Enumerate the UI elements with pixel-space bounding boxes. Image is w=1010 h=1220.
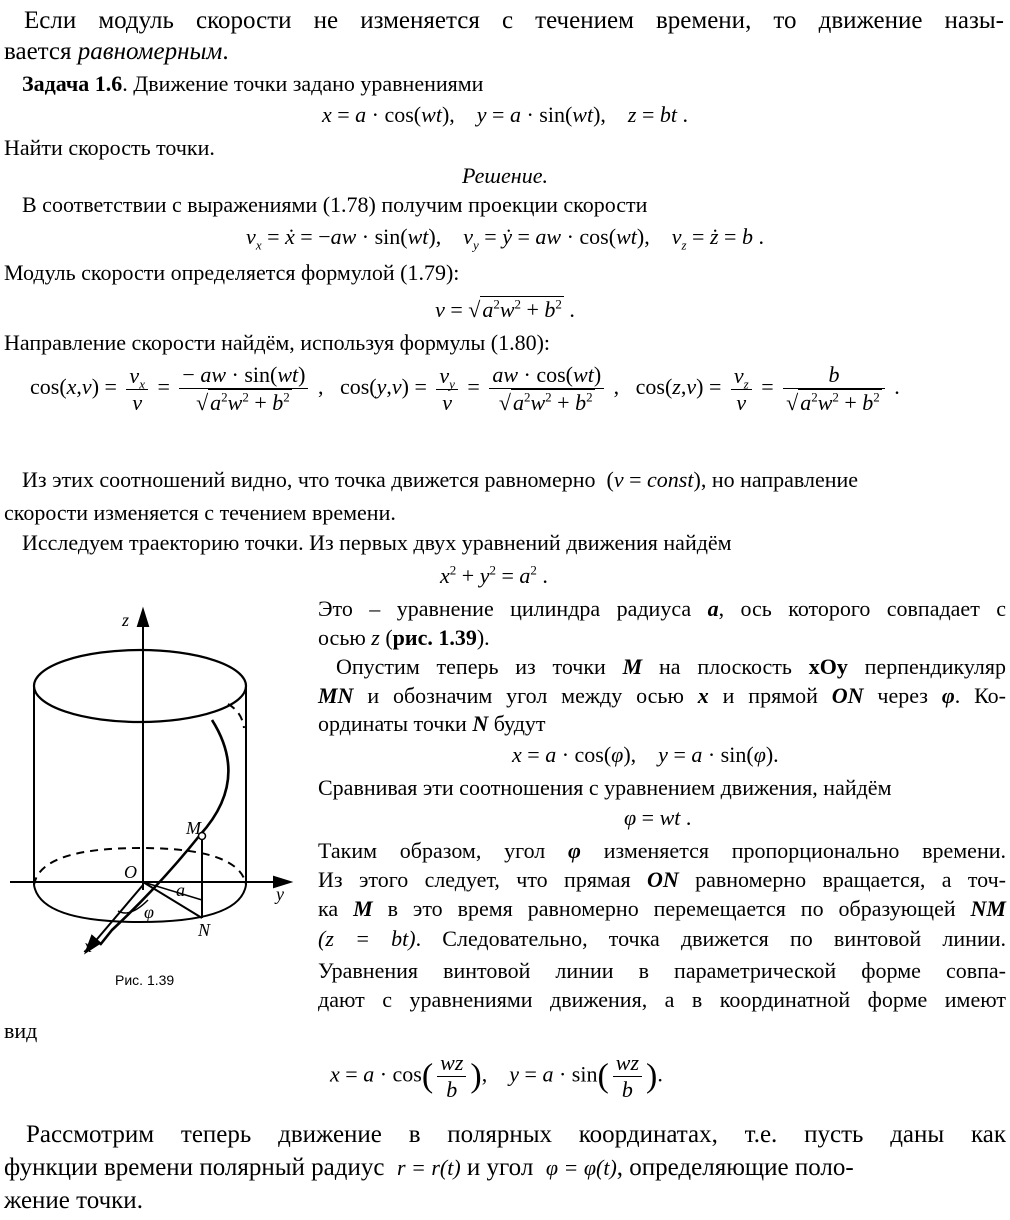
helix-coordinate-equations: x = a · cos( $\frac{wz}{b}$ ), y = a · sin( $\frac{wz}{b}$ ).: [330, 1050, 663, 1102]
label-phi: φ: [144, 902, 154, 922]
vid-word: вид: [4, 1018, 38, 1043]
right-line-10: (z = bt). Следовательно, точка движется по винтовой линии.: [318, 926, 1006, 951]
task-heading: Задача 1.6. Движение точки задано уравнениями: [22, 71, 484, 96]
right-line-7: Таким образом, угол φ изменяется пропорционально времени.: [318, 838, 1006, 863]
solution-line-2: Модуль скорости определяется формулой (1.79):: [4, 260, 460, 285]
task-question: Найти скорость точки.: [4, 135, 215, 160]
label-x: x: [84, 936, 92, 956]
N-coordinates: x = a · cos(φ), y = a · sin(φ).: [512, 742, 779, 767]
para2-line-3: Исследуем траекторию точки. Из первых двух уравнений движения найдём: [22, 530, 732, 555]
label-O: O: [124, 862, 137, 882]
right-line-11: Уравнения винтовой линии в параметрической форме совпа-: [318, 958, 1006, 983]
speed-formula: $v = √a^2w^2 + b^2$ .: [435, 296, 575, 322]
direction-cosines: cos(x,v) = $\frac{v_x}{v}$ = $\frac{- aw \cdot \sin(wt)}{√a^2w^2 + b^2}$ , cos(y,v) = $\frac{v_y}{v}$ = $\frac{aw \cdot \cos(wt)}{√a^2w^2 + b^2}$ , cos(z,v) = $\frac{v_z}{v}$ = $\frac{b}{√a^2w^2 + b^2}$ .: [30, 362, 900, 415]
solution-line-1: В соответствии с выражениями (1.78) получим проекции скорости: [22, 192, 648, 217]
label-y: y: [276, 884, 284, 904]
right-line-2: осью z (рис. 1.39).: [318, 625, 490, 650]
figure-helix-cylinder: [0, 600, 310, 1000]
label-M: M: [186, 818, 201, 838]
right-line-5: ординаты точки N будут: [318, 711, 546, 736]
solution-line-3: Направление скорости найдём, используя формулы (1.80):: [4, 330, 551, 355]
right-line-6: Сравнивая эти соотношения с уравнением движения, найдём: [318, 775, 892, 800]
task-equations: x = a · cos(wt), y = a · sin(wt), z = bt .: [321, 102, 689, 127]
para2-line-2: скорости изменяется с течением времени.: [4, 500, 396, 525]
right-line-12: дают с уравнениями движения, а в координатной форме имеют: [318, 987, 1006, 1012]
para3-line-1: Рассмотрим теперь движение в полярных координатах, т.е. пусть даны как: [26, 1121, 1006, 1148]
right-line-4: MN и обозначим угол между осью x и прямой ON через φ. Ко-: [318, 683, 1006, 708]
para3-line-3: жение точки.: [4, 1187, 143, 1214]
right-line-9: ка M в это время равномерно перемещается по образующей NM: [318, 896, 1006, 921]
intro-line-2: вается равномерным.: [4, 38, 229, 65]
label-N: N: [198, 920, 211, 940]
solution-heading: Решение.: [462, 163, 548, 188]
label-a: a: [176, 880, 185, 900]
x-axis: [92, 885, 143, 945]
right-line-1: Это – уравнение цилиндра радиуса a, ось которого совпадает с: [318, 596, 1006, 621]
para2-line-1: Из этих соотношений видно, что точка движется равномерно (v = const), но направление: [22, 467, 859, 492]
top-ellipse: [34, 650, 246, 722]
velocity-projections: $v_x$ = ẋ = −aw · sin(wt), $v_y$ = ẏ = aw · cos(wt), $v_z$ = ż = b .: [246, 224, 764, 253]
phi-equation: φ = wt .: [624, 805, 692, 830]
cylinder-equation: $x^2 + y^2 = a^2$ .: [440, 562, 548, 588]
label-z: z: [122, 610, 130, 630]
right-line-3: Опустим теперь из точки M на плоскость xOy перпендикуляр: [336, 654, 1006, 679]
para3-line-2: функции времени полярный радиус r = r(t) и угол φ = φ(t), определяющие поло-: [4, 1154, 854, 1181]
figure-caption: Рис. 1.39: [115, 972, 175, 988]
right-line-8: Из этого следует, что прямая ON равномерно вращается, а точ-: [318, 867, 1007, 892]
intro-line-1: Если модуль скорости не изменяется с течением времени, то движение назы-: [24, 7, 1004, 34]
